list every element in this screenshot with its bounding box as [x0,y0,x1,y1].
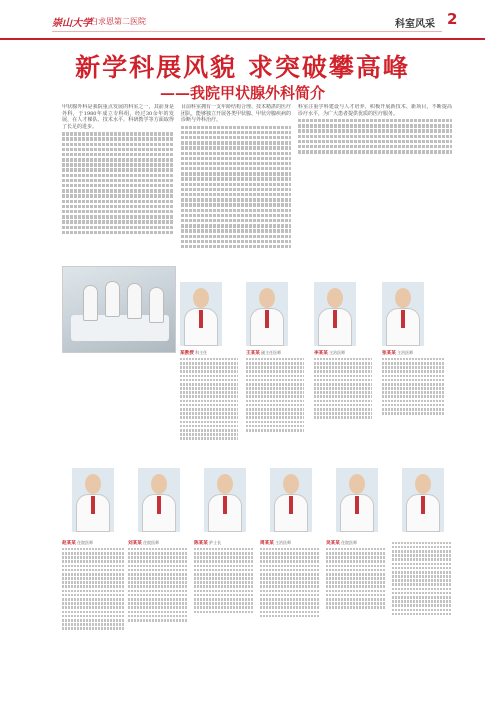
doctor-title: 主治医师 [329,350,346,355]
doctor-title: 住院医师 [77,540,94,545]
doctor-bio [260,540,320,710]
doctor-portrait [336,468,378,532]
masthead-rule [52,31,442,32]
doctor-title: 护士长 [209,540,222,545]
doctor-portrait [138,468,180,532]
doctor-bio [246,350,304,470]
article-column-3 [298,104,452,178]
doctor-name: 刘某某 [128,541,142,546]
doctor-bio [326,540,386,710]
doctor-figure [83,285,98,321]
doctor-portrait [402,468,444,532]
doctor-title: 主治医师 [397,350,414,355]
doctor-portrait [382,282,424,346]
doctor-figure [149,287,164,323]
doctor-name: 赵某某 [62,541,76,546]
masthead [0,0,485,40]
doctor-bio [180,350,238,470]
doctor-portrait [314,282,356,346]
doctor-name: 陈某某 [194,541,208,546]
doctor-title: 主治医师 [275,540,292,545]
hospital-name: 白求恩第二医院 [90,17,146,26]
doctor-figure [127,283,142,319]
page-number: 2 [447,10,458,28]
doctor-title: 科主任 [195,350,208,355]
doctor-portrait [204,468,246,532]
sub-headline: ——我院甲状腺外科简介 [159,84,325,102]
doctor-figure [105,281,120,317]
column-name: 科室风采 [395,19,435,30]
main-headline: 新学科展风貌 求突破攀高峰 [75,53,410,82]
doctor-title: 副主任医师 [261,350,282,355]
article-paragraph: 甲状腺外科是我院重点发展的科室之一，其前身是外科，于1980年成立专科组，经过30余年的发展，在人才梯队、技术水平、科研教学等方面取得了长足的进步。 [62,104,174,130]
article-paragraph: 目前科室拥有一支年龄结构合理、技术精湛的医疗团队，能够独立开展各类甲状腺、甲状旁腺疾病的诊断与外科治疗。 [181,104,291,124]
doctor-portrait [270,468,312,532]
doctor-name: 张某某 [382,351,396,356]
doctor-portrait [72,468,114,532]
doctor-bio [314,350,372,470]
doctor-name: 某教授 [180,351,194,356]
doctor-portrait [180,282,222,346]
doctor-name: 王某某 [246,351,260,356]
doctor-bio [382,350,444,470]
doctor-bio [392,540,452,710]
doctor-bio [194,540,254,710]
doctor-portrait [246,282,288,346]
doctor-name: 周某某 [260,541,274,546]
newspaper-logo: 崇山大学 [52,18,92,29]
article-paragraph: 科室注重学科建设与人才培养，积极开展新技术、新项目，不断提高诊疗水平，为广大患者提供优质的医疗服务。 [298,104,452,117]
doctor-title: 住院医师 [341,540,358,545]
ward-photo [62,266,176,353]
doctor-bio [62,540,124,710]
doctor-bio [128,540,188,710]
doctor-name: 李某某 [314,351,328,356]
doctor-name: 吴某某 [326,541,340,546]
doctor-title: 住院医师 [143,540,160,545]
